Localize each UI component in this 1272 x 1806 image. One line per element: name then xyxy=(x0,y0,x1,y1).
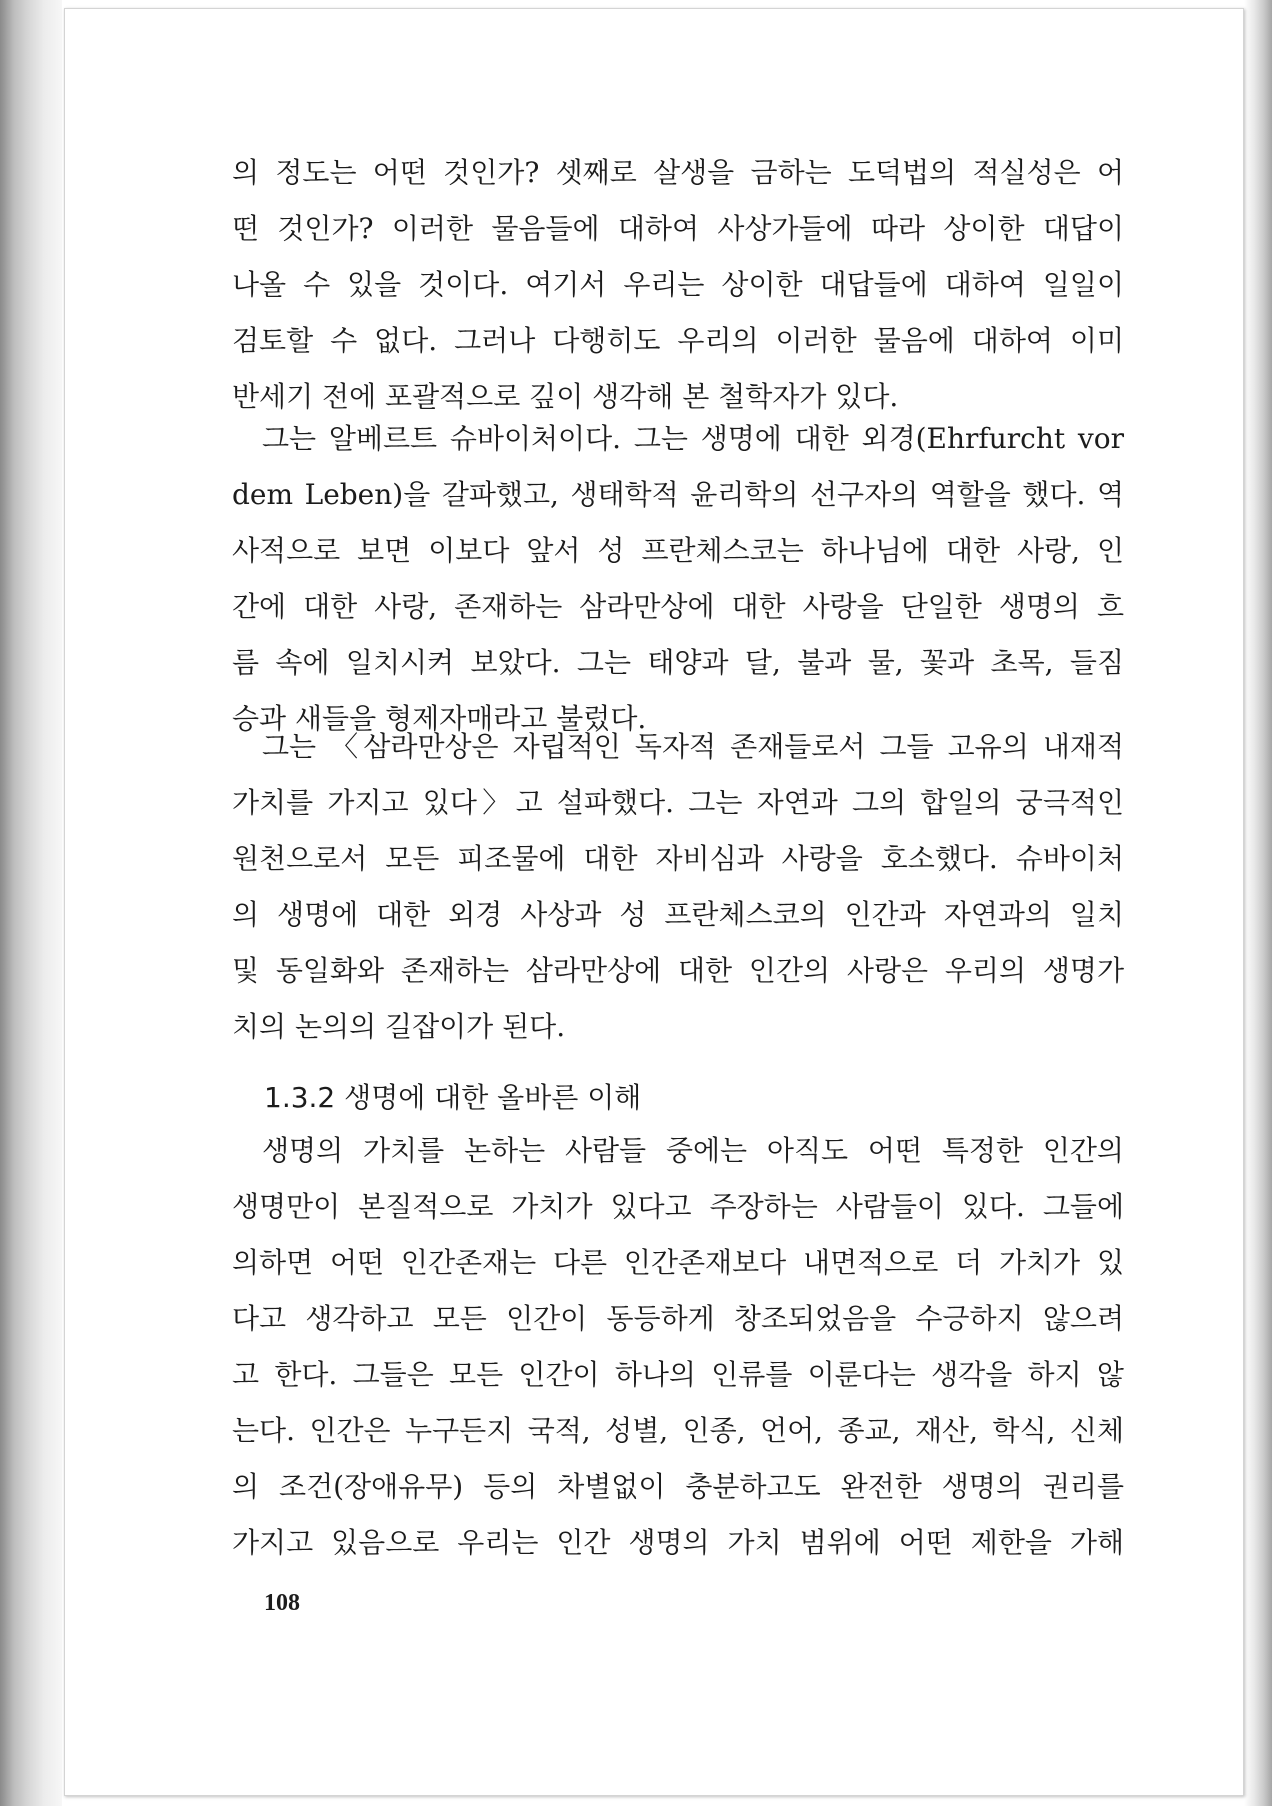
text-line: 의 생명에 대한 외경 사상과 성 프란체스코의 인간과 자연과의 일치 xyxy=(232,898,1124,931)
text-line: 생명의 가치를 논하는 사람들 중에는 아직도 어떤 특정한 인간의 xyxy=(262,1134,1124,1167)
text-line: 그는 알베르트 슈바이처이다. 그는 생명에 대한 외경(Ehrfurcht vor xyxy=(262,422,1124,455)
text-line: 및 동일화와 존재하는 삼라만상에 대한 인간의 사랑은 우리의 생명가 xyxy=(232,954,1124,987)
text-line: 의 정도는 어떤 것인가? 셋째로 살생을 금하는 도덕법의 적실성은 어 xyxy=(232,156,1124,189)
text-line: 름 속에 일치시켜 보았다. 그는 태양과 달, 불과 물, 꽃과 초목, 들짐 xyxy=(232,646,1124,679)
text-line: 떤 것인가? 이러한 물음들에 대하여 사상가들에 따라 상이한 대답이 xyxy=(232,212,1124,245)
book-spine-edge xyxy=(0,0,62,1806)
text-line: dem Leben)을 갈파했고, 생태학적 윤리학의 선구자의 역할을 했다. 역 xyxy=(232,478,1124,511)
text-line: 치의 논의의 길잡이가 된다. xyxy=(232,1010,566,1043)
text-line: 다고 생각하고 모든 인간이 동등하게 창조되었음을 수긍하지 않으려 xyxy=(232,1302,1124,1335)
text-line: 나올 수 있을 것이다. 여기서 우리는 상이한 대답들에 대하여 일일이 xyxy=(232,268,1124,301)
text-line: 원천으로서 모든 피조물에 대한 자비심과 사랑을 호소했다. 슈바이처 xyxy=(232,842,1124,875)
text-line: 가지고 있음으로 우리는 인간 생명의 가치 범위에 어떤 제한을 가해 xyxy=(232,1526,1124,1559)
page-number: 108 xyxy=(264,1590,300,1616)
text-line: 사적으로 보면 이보다 앞서 성 프란체스코는 하나님에 대한 사랑, 인 xyxy=(232,534,1124,567)
text-line: 고 한다. 그들은 모든 인간이 하나의 인류를 이룬다는 생각을 하지 않 xyxy=(232,1358,1124,1391)
text-line: 의하면 어떤 인간존재는 다른 인간존재보다 내면적으로 더 가치가 있 xyxy=(232,1246,1124,1279)
text-line: 승과 새들을 형제자매라고 불렀다. xyxy=(232,702,647,735)
text-line: 반세기 전에 포괄적으로 깊이 생각해 본 철학자가 있다. xyxy=(232,380,899,413)
text-line: 간에 대한 사랑, 존재하는 삼라만상에 대한 사랑을 단일한 생명의 흐 xyxy=(232,590,1124,623)
text-line: 그는 〈삼라만상은 자립적인 독자적 존재들로서 그들 고유의 내재적 xyxy=(262,730,1124,763)
page-shadow xyxy=(1244,0,1272,1806)
text-line: 검토할 수 없다. 그러나 다행히도 우리의 이러한 물음에 대하여 이미 xyxy=(232,324,1124,357)
text-line: 생명만이 본질적으로 가치가 있다고 주장하는 사람들이 있다. 그들에 xyxy=(232,1190,1124,1223)
text-line: 의 조건(장애유무) 등의 차별없이 충분하고도 완전한 생명의 권리를 xyxy=(232,1470,1124,1503)
section-heading: 1.3.2 생명에 대한 올바른 이해 xyxy=(264,1081,642,1114)
text-line: 는다. 인간은 누구든지 국적, 성별, 인종, 언어, 종교, 재산, 학식, 신체 xyxy=(232,1414,1124,1447)
text-line: 가치를 가지고 있다〉고 설파했다. 그는 자연과 그의 합일의 궁극적인 xyxy=(232,786,1124,819)
